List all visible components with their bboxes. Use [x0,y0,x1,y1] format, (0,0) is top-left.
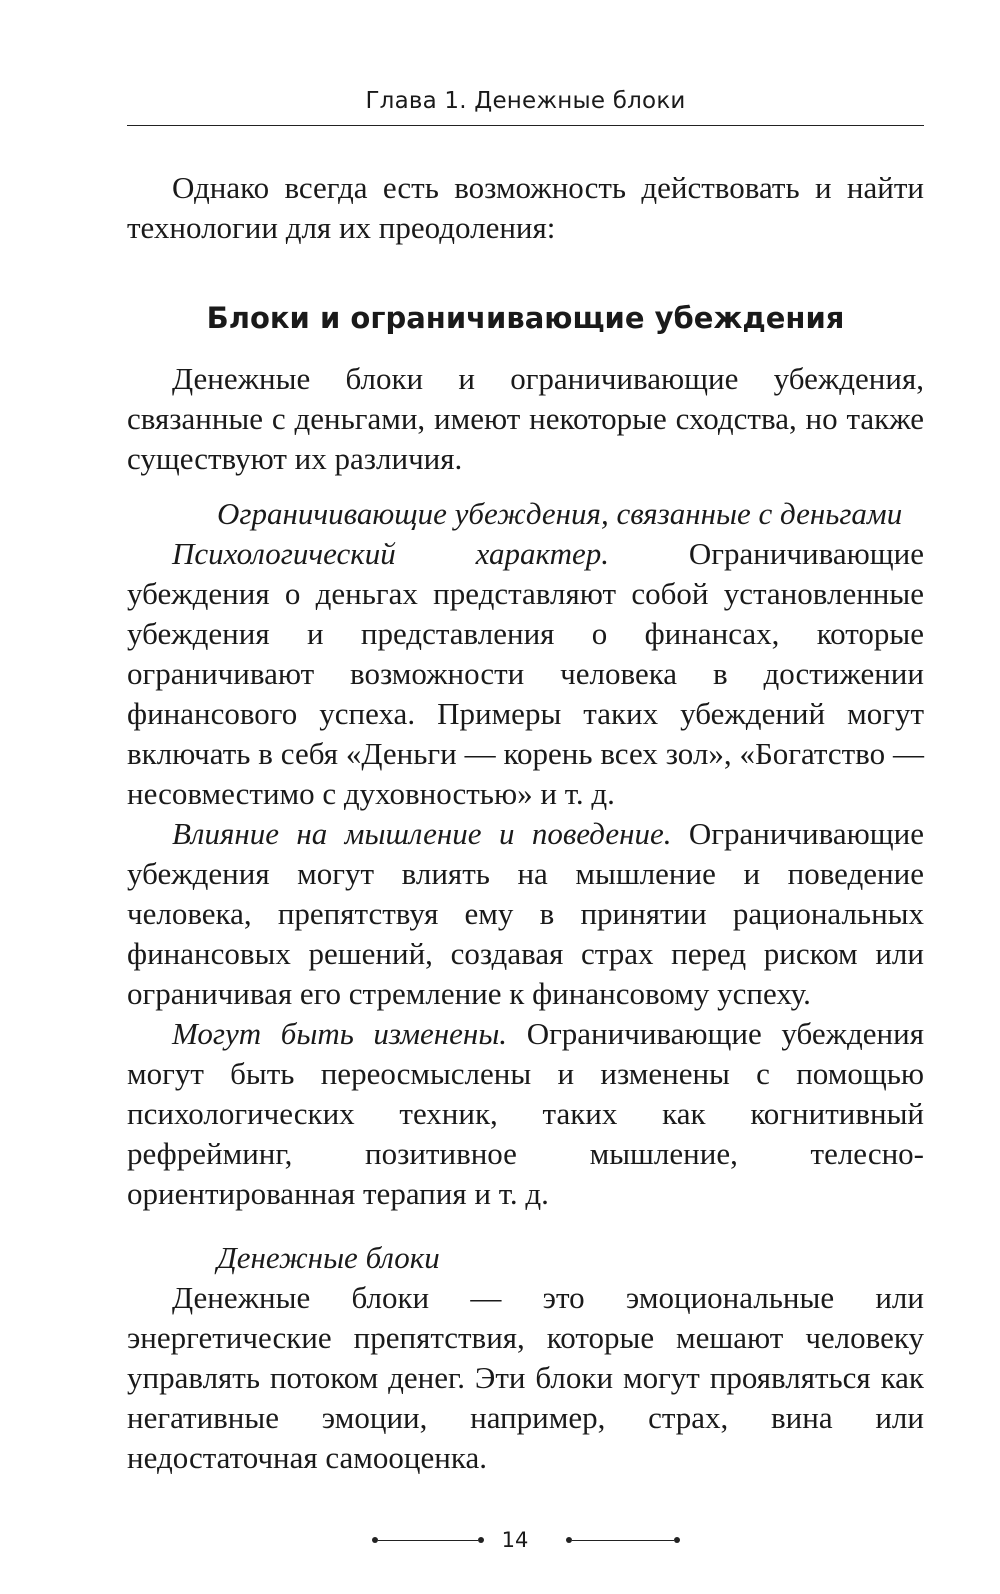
footer-ornament-line [572,1540,674,1541]
belief-item-psychological [127,534,924,814]
intro-paragraph: Однако всегда есть возможность действовать и найти технологии для их преодоления: [127,170,924,245]
belief-term: Психологический характер. [172,536,609,571]
page-number: 14 [501,1528,529,1552]
footer-ornament-line [378,1540,478,1541]
footer-ornament-dot [478,1537,484,1543]
page-footer [0,1526,1000,1556]
belief-item-influence [127,814,924,1014]
belief-text: Ограничивающие убеждения могут влиять на мышление и поведение человека, препятствуя ему в принятии рациональных финансовых решений, создавая страх перед риском или ограничивая его стремление к финансовому успеху. [127,816,924,1011]
running-head: Глава 1. Денежные блоки [365,88,686,114]
money-blocks-paragraph: Денежные блоки — это эмоциональные или энергетические препятствия, которые мешают человеку управлять потоком денег. Эти блоки могут проявляться как негативные эмоции, например, страх, вина или недостаточная самооценка. [127,1280,924,1475]
belief-item-changeable [127,1014,924,1214]
footer-ornament-dot [674,1537,680,1543]
section-intro-paragraph: Денежные блоки и ограничивающие убеждения, связанные с деньгами, имеют некоторые сходства, но также существуют их различия. [127,361,924,476]
money-blocks-heading: Денежные блоки [217,1240,440,1275]
belief-text: Ограничивающие убеждения о деньгах представляют собой установленные убеждения и представления о финансах, которые ограничивают возможности человека в достижении финансового успеха. Примеры таких убеждений могут включать в себя «Деньги — корень всех зол», «Богатство — несовместимо с духовностью» и т. д. [127,536,924,811]
belief-text: Ограничивающие убеждения могут быть переосмыслены и изменены с помощью психологических техник, таких как когнитивный рефрейминг, позитивное мышление, телесно-ориентированная терапия и т. д. [127,1016,924,1211]
belief-term: Могут быть изменены. [172,1016,508,1051]
section-title: Блоки и ограничивающие убеждения [206,301,845,335]
header-rule [127,125,924,126]
belief-term: Влияние на мышление и поведение. [172,816,672,851]
limiting-beliefs-heading: Ограничивающие убеждения, связанные с деньгами [217,496,903,531]
page-body [127,168,924,1478]
